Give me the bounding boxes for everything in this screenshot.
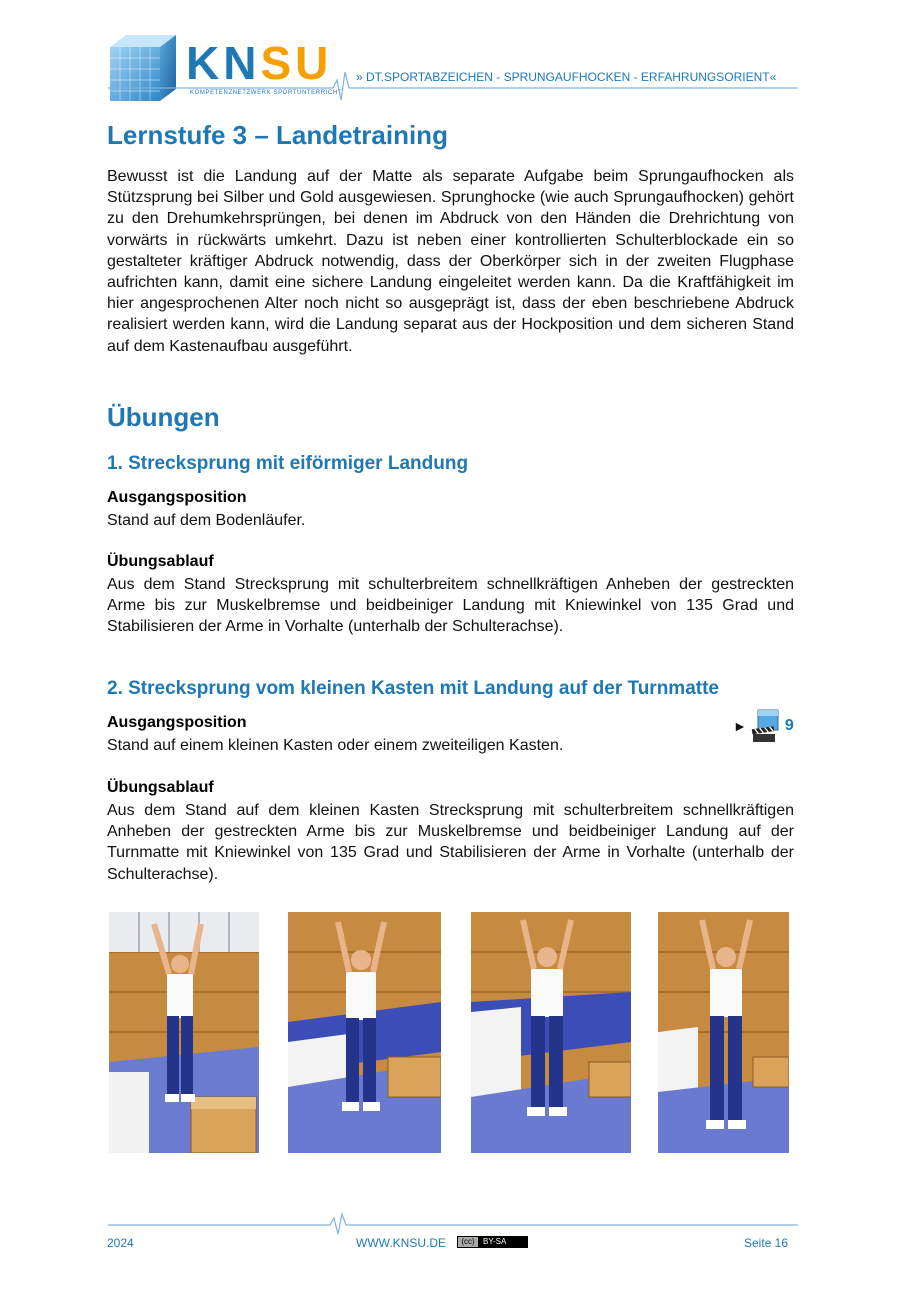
exercise-1-start-text: Stand auf dem Bodenläufer. [107, 512, 306, 529]
logo-subtitle: KOMPETENZNETZWERK SPORTUNTERRICHT [190, 90, 343, 96]
exercise-photo-4 [658, 912, 789, 1153]
play-arrow-icon: ► [733, 718, 747, 734]
exercise-2-process-text: Aus dem Stand auf dem kleinen Kasten Strecksprung mit schulterbreitem schnellkräftigen Anheben der gestreckten Arme bis zur Muskelbremse und beidbeiniger Landung auf der Turnmatte mit Kniewinkel von 135 Grad und Stabilisieren der Arme in Vorhalte (unterhalb der Schulterachse). [107, 802, 794, 883]
video-link[interactable] [733, 708, 803, 744]
cc-badge-tail [510, 1236, 528, 1248]
cc-icon: (cc) [457, 1236, 479, 1248]
exercises-heading: Übungen [107, 402, 220, 432]
footer-pulse-line [108, 1212, 798, 1238]
exercise-1-process-label: Übungsablauf [107, 553, 214, 570]
page-title: Lernstufe 3 – Landetraining [107, 120, 448, 150]
exercise-photo-1 [109, 912, 259, 1153]
exercise-2-process-label: Übungsablauf [107, 779, 214, 796]
exercise-1-start-label: Ausgangsposition [107, 489, 247, 506]
cc-license-text: BY-SA [479, 1236, 510, 1248]
video-clapperboard-icon [750, 709, 780, 743]
footer-year: 2024 [107, 1236, 134, 1250]
intro-paragraph: Bewusst ist die Landung auf der Matte als separate Aufgabe beim Sprungaufhocken als Stützsprung bei Silber und Gold ausgewiesen. Sprunghocke (wie auch Sprungaufhocken) gehört zu den Drehumkehrsprüngen, bei denen im Abdruck von den Händen die Drehrichtung von vorwärts in rückwärts umkehrt. Dazu ist neben einer kontrollierten Schulterblockade ein so gestalteter kräftiger Abdruck notwendig, dass der Oberkörper sich in der zweiten Flugphase aufrichten kann, damit eine sichere Landung eingeleitet werden kann. Da die Kraftfähigkeit im hier angesprochenen Alter noch nicht so ausgeprägt ist, dass der eben beschriebene Abdruck realisiert werden kann, wird die Landung separat aus der Hockposition und dem sicheren Stand auf dem Kastenaufbau ausgeführt. [107, 168, 794, 355]
footer-url-link[interactable]: WWW.KNSU.DE [356, 1236, 446, 1250]
exercise-2-start-text: Stand auf einem kleinen Kasten oder einem zweiteiligen Kasten. [107, 737, 564, 754]
footer-page-number: Seite 16 [744, 1236, 789, 1250]
cc-license-badge[interactable] [457, 1236, 537, 1248]
logo-text-kn: KN [186, 37, 261, 89]
exercise-1-title: 1. Strecksprung mit eiförmiger Landung [107, 453, 469, 474]
video-number: 9 [784, 717, 794, 734]
exercise-2-start-label: Ausgangsposition [107, 714, 247, 731]
exercise-1-process-text: Aus dem Stand Strecksprung mit schulterbreitem schnellkräftigen Anheben der gestreckten Arme bis zur Muskelbremse und beidbeiniger Landung mit Kniewinkel von 135 Grad und Stabilisieren der Arme in Vorhalte (unterhalb der Schulterachse). [107, 576, 794, 636]
exercise-photo-3 [471, 912, 631, 1153]
logo-text-su: SU [260, 37, 333, 89]
exercise-photo-2 [288, 912, 441, 1153]
header-title: » DT.SPORTABZEICHEN - SPRUNGAUFHOCKEN - ERFAHRUNGSORIENT« [356, 70, 777, 84]
exercise-2-title: 2. Strecksprung vom kleinen Kasten mit Landung auf der Turnmatte [107, 678, 719, 699]
